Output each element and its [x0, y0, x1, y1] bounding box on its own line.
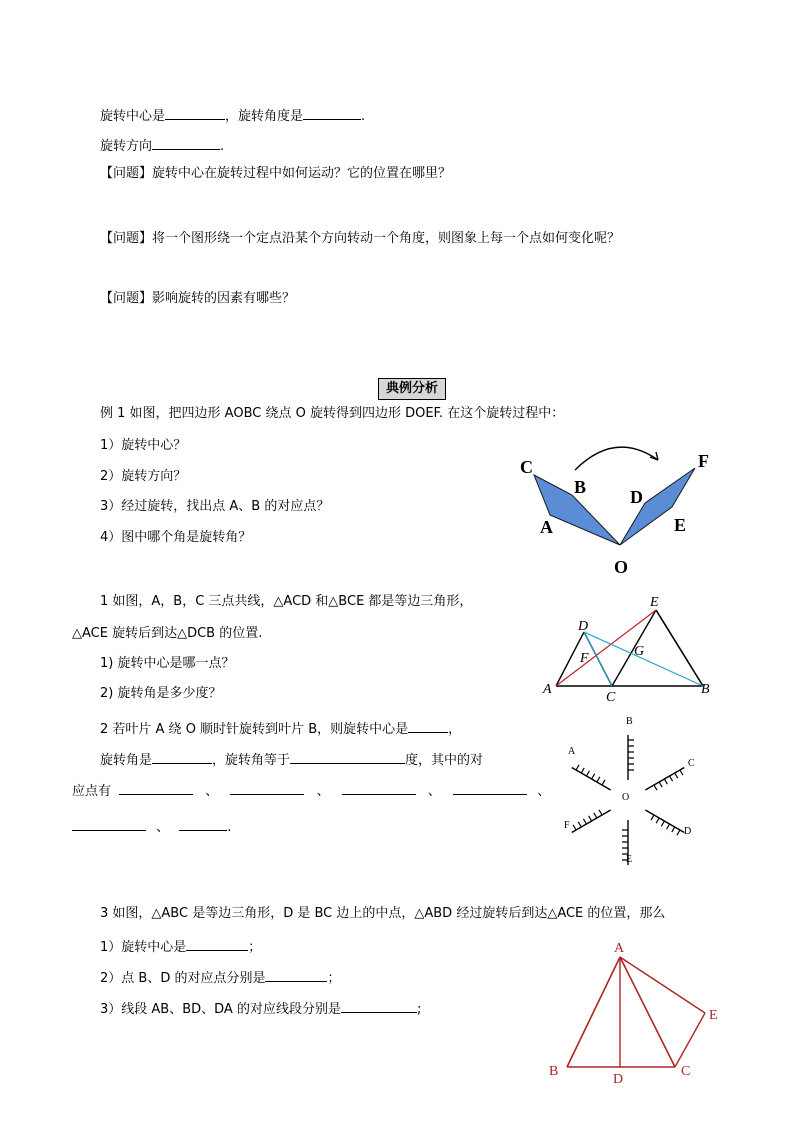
example1-item: 2）旋转方向？ — [100, 469, 187, 484]
segment-ab — [567, 957, 620, 1067]
answer-blank[interactable] — [179, 818, 227, 831]
label-f: F — [580, 651, 589, 666]
comma: ， — [448, 722, 462, 737]
rotation-arc-arrow — [575, 447, 658, 470]
problem3-stem: 3 如图，△ABC 是等边三角形，D 是 BC 边上的中点，△ABD 经过旋转后到达△ACE 的位置，那么 — [100, 906, 666, 921]
label-g: G — [634, 644, 645, 659]
example1-figure — [510, 435, 725, 580]
segment-ae — [620, 957, 705, 1013]
label-d: D — [684, 826, 692, 837]
answer-blank[interactable] — [230, 782, 304, 795]
problem3-figure — [545, 935, 730, 1085]
label-f: F — [564, 820, 570, 831]
label-f: F — [698, 451, 709, 471]
degree-tail: 度，其中的对 — [405, 753, 484, 768]
answer-blank[interactable] — [165, 107, 225, 120]
label-e: E — [674, 515, 687, 535]
problem2-line-4 — [72, 818, 231, 834]
label-c: C — [606, 690, 616, 705]
label-d: D — [630, 487, 643, 507]
label-e: E — [709, 1008, 718, 1023]
answer-blank[interactable] — [290, 751, 405, 764]
problem1-item: 2) 旋转角是多少度？ — [100, 686, 222, 701]
problem3-item-3 — [100, 1000, 421, 1016]
problem1-stem-a: 1 如图，A，B，C 三点共线，△ACD 和△BCE 都是等边三角形， — [100, 594, 473, 609]
angle-label: ，旋转角度是 — [225, 109, 304, 124]
problem2-figure — [558, 710, 708, 870]
intro-line-1 — [100, 107, 365, 123]
problem2-line-2 — [100, 751, 483, 767]
label-b: B — [626, 716, 633, 727]
problem3-item-2 — [100, 969, 340, 985]
period: . — [220, 139, 225, 154]
segment-ac — [620, 957, 675, 1067]
section-title: 典例分析 — [385, 381, 438, 396]
label-a: A — [543, 682, 552, 697]
problem2-text: 2 若叶片 A 绕 O 顺时针旋转到叶片 B，则旋转中心是 — [100, 722, 409, 737]
label-d: D — [613, 1072, 624, 1085]
problem3-item-1 — [100, 938, 261, 954]
blade-f — [569, 805, 611, 833]
segment-ec — [675, 1013, 705, 1067]
item-label: 1）旋转中心是 — [100, 940, 187, 955]
answer-blank[interactable] — [303, 107, 361, 120]
question-2: 【问题】将一个图形绕一个定点沿某个方向转动一个角度，则图象上每一个点如何变化呢？ — [100, 231, 621, 246]
answer-blank[interactable] — [342, 782, 416, 795]
center-label: 旋转中心是 — [100, 109, 166, 124]
points-label: 应点有 — [72, 784, 112, 799]
item-end: ; — [416, 1002, 422, 1017]
item-label: 3）线段 AB、BD、DA 的对应线段分别是 — [100, 1002, 341, 1017]
section-title-box — [378, 378, 446, 400]
answer-blank[interactable] — [453, 782, 527, 795]
label-b: B — [574, 477, 587, 497]
problem1-item: 1) 旋转中心是哪一点？ — [100, 656, 235, 671]
label-c: C — [681, 1064, 691, 1079]
period: . — [227, 820, 232, 835]
example1-item: 3）经过旋转，找出点 A、B 的对应点？ — [100, 499, 330, 514]
label-e: E — [626, 854, 633, 865]
answer-blank[interactable] — [72, 818, 146, 831]
separator: 、 — [205, 784, 219, 799]
answer-blank[interactable] — [186, 938, 248, 951]
problem1-stem-b: △ACE 旋转后到达△DCB 的位置. — [72, 626, 263, 641]
blade-d — [642, 810, 684, 838]
example1-item: 1）旋转中心？ — [100, 438, 187, 453]
angle-label: 旋转角是 — [100, 753, 153, 768]
problem2-line-3 — [72, 782, 550, 798]
segment-eb — [656, 610, 703, 686]
label-a: A — [568, 746, 576, 757]
label-e: E — [650, 595, 659, 610]
label-b: B — [701, 682, 710, 697]
direction-label: 旋转方向 — [100, 139, 153, 154]
label-o: O — [622, 792, 630, 803]
answer-blank[interactable] — [408, 720, 448, 733]
label-a: A — [540, 517, 553, 537]
question-3: 【问题】影响旋转的因素有哪些？ — [100, 291, 296, 306]
label-b: B — [549, 1064, 559, 1079]
label-d: D — [578, 619, 589, 634]
separator: 、 — [316, 784, 330, 799]
separator: 、 — [156, 820, 170, 835]
label-a: A — [614, 941, 625, 956]
item-end: ； — [327, 971, 341, 986]
separator: 、 — [537, 784, 551, 799]
item-label: 2）点 B、D 的对应点分别是 — [100, 971, 266, 986]
angle-eq: ，旋转角等于 — [212, 753, 291, 768]
segment-db — [584, 632, 703, 686]
blade-c — [645, 768, 687, 796]
answer-blank[interactable] — [341, 1000, 417, 1013]
blade-a — [572, 762, 614, 790]
label-c: C — [520, 457, 533, 477]
problem2-line-1 — [100, 720, 461, 736]
item-end: ； — [248, 940, 262, 955]
answer-blank[interactable] — [265, 969, 327, 982]
answer-blank[interactable] — [119, 782, 193, 795]
problem1-figure — [538, 590, 718, 705]
answer-blank[interactable] — [152, 751, 212, 764]
label-c: C — [688, 758, 695, 769]
example1-stem: 例 1 如图，把四边形 AOBC 绕点 O 旋转得到四边形 DOEF. 在这个旋转过程中： — [100, 406, 565, 421]
intro-line-2 — [100, 137, 224, 153]
period: . — [361, 109, 366, 124]
blade-b — [628, 735, 634, 780]
separator: 、 — [427, 784, 441, 799]
example1-item: 4）图中哪个角是旋转角？ — [100, 530, 252, 545]
label-o: O — [614, 557, 629, 577]
answer-blank[interactable] — [152, 137, 220, 150]
question-1: 【问题】旋转中心在旋转过程中如何运动？它的位置在哪里？ — [100, 166, 452, 181]
